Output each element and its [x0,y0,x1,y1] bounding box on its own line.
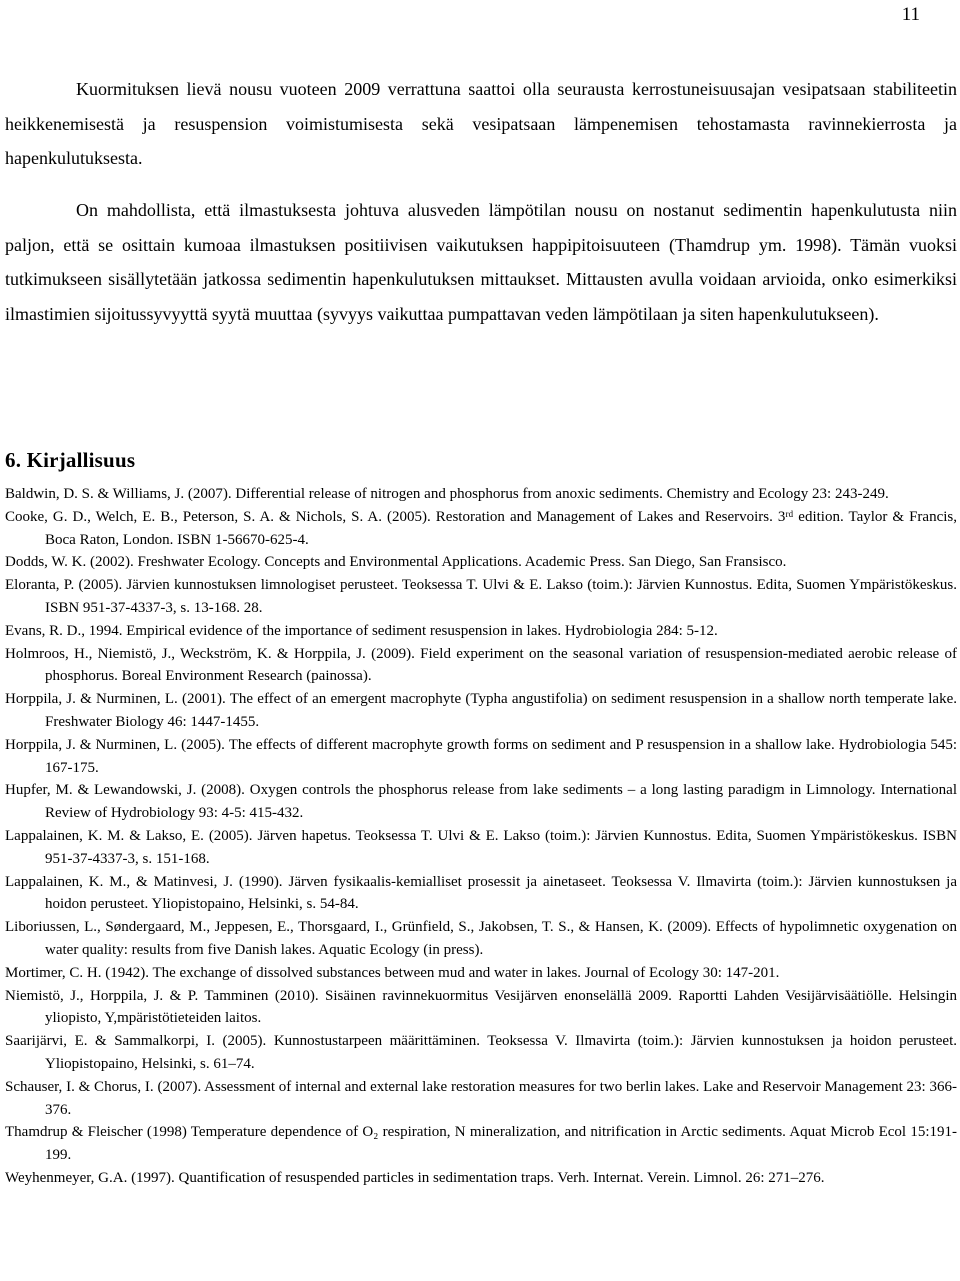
reference-item: Mortimer, C. H. (1942). The exchange of dissolved substances between mud and water in lakes. Journal of Ecology 30: 147-201. [5,964,780,981]
reference-item: Weyhenmeyer, G.A. (1997). Quantification of resuspended particles in sedimentation traps. Verh. Internat. Verein. Limnol. 26: 271–276. [5,1169,825,1186]
reference-item: Hupfer, M. & Lewandowski, J. (2008). Oxygen controls the phosphorus release from lake sediments – a long lasting paradigm in Limnology. International Review of Hydrobiology 93: 4-5: 415-432. [5,782,957,822]
paragraph-1: Kuormituksen lievä nousu vuoteen 2009 verrattuna saattoi olla seurausta kerrostuneisuusajan vesipatsaan stabiliteetin heikkenemisestä ja resuspension voimistumisesta sekä vesipatsaan lämpenemisen tehostamasta ravinnekierrosta ja hapenkulutuksesta. [5,79,957,169]
reference-item: Baldwin, D. S. & Williams, J. (2007). Differential release of nitrogen and phosphorus from anoxic sediments. Chemistry and Ecology 23: 243-249. [5,486,889,502]
reference-item: Holmroos, H., Niemistö, J., Weckström, K. & Horppila, J. (2009). Field experiment on the seasonal variation of resuspension-mediated aerobic release of phosphorus. Boreal Environment Research (painossa). [5,645,957,685]
paragraph-2: On mahdollista, että ilmastuksesta johtuva alusveden lämpötilan nousu on nostanut sedimentin hapenkulutusta niin paljon, että se osittain kumoaa ilmastuksen positiivisen vaikutuksen happipitoisuuteen (Thamdrup ym. 1998). Tämän vuoksi tutkimukseen sisällytetään jatkossa sedimentin hapenkulutuksen mittaukset. Mittausten avulla voidaan arvioida, onko esimerkiksi ilmastimien sijoitussyvyyttä syytä muuttaa (syvyys vaikuttaa pumpattavan veden lämpötilaan ja siten hapenkulutukseen). [5,200,957,324]
reference-item: Eloranta, P. (2005). Järvien kunnostuksen limnologiset perusteet. Teoksessa T. Ulvi & E. Lakso (toim.): Järvien Kunnostus. Edita, Suomen Ympäristökeskus. ISBN 951-37-4337-3, s. 13-168. 28. [5,577,957,616]
reference-item: Liboriussen, L., Søndergaard, M., Jeppesen, E., Thorsgaard, I., Grünfield, S., Jakobsen, T. S., & Hansen, K. (2009). Effects of hypolimnetic oxygenation on water quality: results from five Danish lakes. Aquatic Ecology (in press). [5,919,957,958]
reference-item: Horppila, J. & Nurminen, L. (2001). The effect of an emergent macrophyte (Typha angustifolia) on sediment resuspension in a shallow north temperate lake. Freshwater Biology 46: 1447-1455. [5,691,957,730]
page-number: 11 [901,4,920,25]
reference-item: Cooke, G. D., Welch, E. B., Peterson, S. A. & Nichols, S. A. (2005). Restoration and Management of Lakes and Reservoirs. 3ʳᵈ edition. Taylor & Francis, Boca Raton, London. ISBN 1-56670-625-4. [5,508,957,548]
reference-item: Niemistö, J., Horppila, J. & P. Tamminen (2010). Sisäinen ravinnekuormitus Vesijärven enonselällä 2009. Raportti Lahden Vesijärvisäätiölle. Helsingin yliopisto, Y,mpäristötieteiden laitos. [5,987,957,1027]
reference-item: Schauser, I. & Chorus, I. (2007). Assessment of internal and external lake restoration measures for two berlin lakes. Lake and Reservoir Management 23: 366-376. [5,1078,957,1118]
reference-item: Lappalainen, K. M. & Lakso, E. (2005). Järven hapetus. Teoksessa T. Ulvi & E. Lakso (toim.): Järvien Kunnostus. Edita, Suomen Ympäristökeskus. ISBN 951-37-4337-3, s. 151-168. [5,827,957,867]
reference-item: Lappalainen, K. M., & Matinvesi, J. (1990). Järven fysikaalis-kemialliset prosessit ja ainetaseet. Teoksessa V. Ilmavirta (toim.): Järvien kunnostuksen ja hoidon perusteet. Yliopistopaino, Helsinki, s. 54-84. [5,873,957,913]
reference-item: Dodds, W. K. (2002). Freshwater Ecology. Concepts and Environmental Applications. Academic Press. San Diego, San Fransisco. [5,554,787,571]
reference-item: Thamdrup & Fleischer (1998) Temperature dependence of O₂ respiration, N mineralization, and nitrification in Arctic sediments. Aquat Microb Ecol 15:191-199. [5,1124,957,1164]
reference-list [5,483,957,1190]
reference-item: Evans, R. D., 1994. Empirical evidence of the importance of sediment resuspension in lakes. Hydrobiologia 284: 5-12. [5,622,718,639]
reference-item: Saarijärvi, E. & Sammalkorpi, I. (2005). Kunnostustarpeen määrittäminen. Teoksessa V. Ilmavirta (toim.): Järvien kunnostuksen ja hoidon perusteet. Yliopistopaino, Helsinki, s. 61–74. [5,1033,957,1072]
section-heading: 6. Kirjallisuus [5,448,136,472]
reference-item: Horppila, J. & Nurminen, L. (2005). The effects of different macrophyte growth forms on sediment and P resuspension in a shallow lake. Hydrobiologia 545: 167-175. [5,736,957,776]
